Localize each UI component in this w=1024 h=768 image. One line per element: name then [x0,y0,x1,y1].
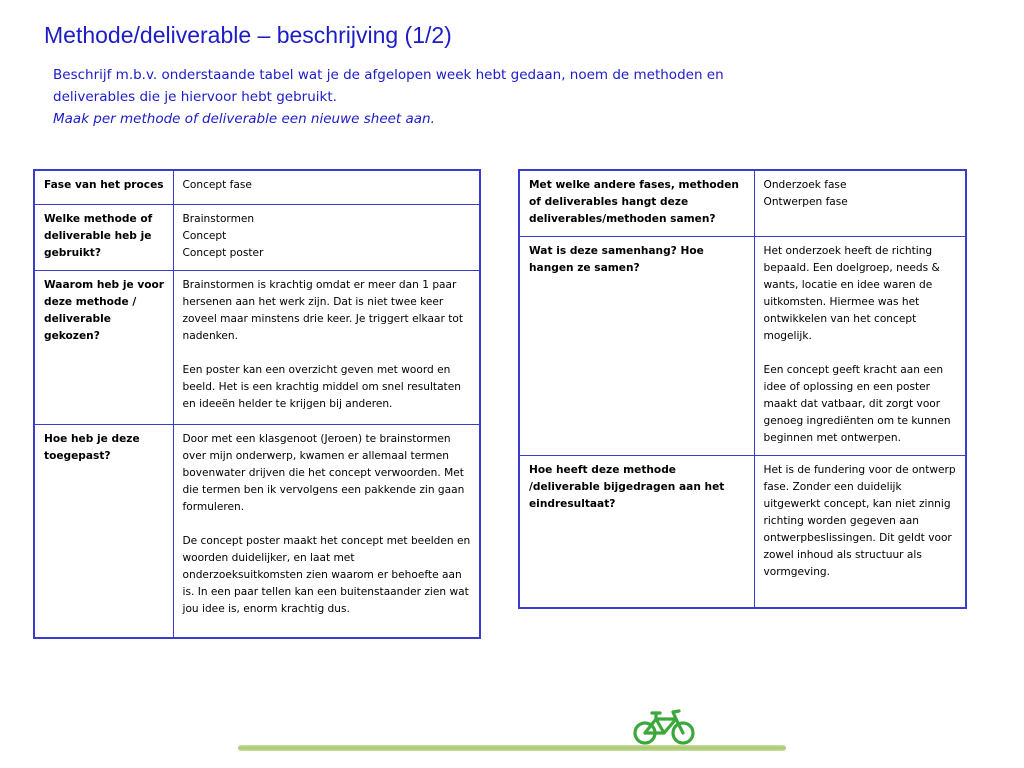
answer-paragraph: Onderzoek fase Ontwerpen fase [763,179,848,208]
answer-cell [173,170,480,204]
intro-line-2: deliverables die je hiervoor hebt gebruikt. [53,89,337,105]
table-row [34,270,480,424]
left-table [33,169,481,639]
question-cell: Met welke andere fases, methoden of deliverables hangt deze deliverables/methoden samen? [519,170,754,237]
answer-cell [754,170,966,237]
table-row [519,237,966,456]
ground-line [238,745,786,751]
answer-paragraph: Het onderzoek heeft de richting bepaald. Een doelgroep, needs & wants, locatie en idee waren de uitkomsten. Hiermee was het ontwikkelen van het concept mogelijk. [763,245,940,342]
question-cell: Welke methode of deliverable heb je gebruikt? [34,204,173,270]
question-cell: Wat is deze samenhang? Hoe hangen ze samen? [519,237,754,456]
answer-cell [754,456,966,608]
answer-paragraph: Brainstormen Concept Concept poster [182,212,264,259]
table-row [519,170,966,237]
answer-cell [173,424,480,638]
question-cell: Hoe heeft deze methode /deliverable bijgedragen aan het eindresultaat? [519,456,754,608]
question-cell: Waarom heb je voor deze methode / deliverable gekozen? [34,270,173,424]
table-row [519,456,966,608]
table-row [34,170,480,204]
answer-paragraph: De concept poster maakt het concept met beelden en woorden duidelijker, en laat met onderzoeksuitkomsten zien waarom er behoefte aan is. In een paar tellen kan een buitenstaander zien wat jou idee is, enorm krachtig dus. [182,534,471,615]
question-cell: Hoe heb je deze toegepast? [34,424,173,638]
answer-paragraph: Door met een klasgenoot (Jeroen) te brainstormen over mijn onderwerp, kwamen er allemaal termen bovenwater drijven die het concept verwoorden. Met die termen ben ik vervolgens een pakkende zin gaan formuleren. [182,432,465,513]
answer-cell [173,270,480,424]
right-table [518,169,967,609]
answer-paragraph: Het is de fundering voor de ontwerp fase. Zonder een duidelijk uitgewerkt concept, kan niet zinnig richting worden gegeven aan ontwerpbeslissingen. Dit geldt voor zowel inhoud als structuur als vormgeving. [763,464,956,578]
question-cell: Fase van het proces [34,170,173,204]
page-title: Methode/deliverable – beschrijving (1/2) [44,22,452,48]
table-row [34,424,480,638]
answer-paragraph: Concept fase [182,179,252,191]
bicycle-icon [632,708,696,746]
intro-line-1: Beschrijf m.b.v. onderstaande tabel wat je de afgelopen week hebt gedaan, noem de methoden en [53,67,724,83]
table-row [34,204,480,270]
intro-text [53,64,813,130]
intro-line-3: Maak per methode of deliverable een nieuwe sheet aan. [53,111,435,127]
answer-cell [173,204,480,270]
answer-paragraph: Een concept geeft kracht aan een idee of oplossing en een poster maakt dat vatbaar, dit zorgt voor genoeg ingrediënten om te kunnen beginnen met ontwerpen. [763,364,951,444]
answer-paragraph: Een poster kan een overzicht geven met woord en beeld. Het is een krachtig middel om snel resultaten en ideeën helder te krijgen bij anderen. [182,363,461,410]
answer-paragraph: Brainstormen is krachtig omdat er meer dan 1 paar hersenen aan het werk zijn. Dat is niet twee keer zoveel maar minstens drie keer. Je triggert elkaar tot nadenken. [182,278,463,342]
answer-cell [754,237,966,456]
